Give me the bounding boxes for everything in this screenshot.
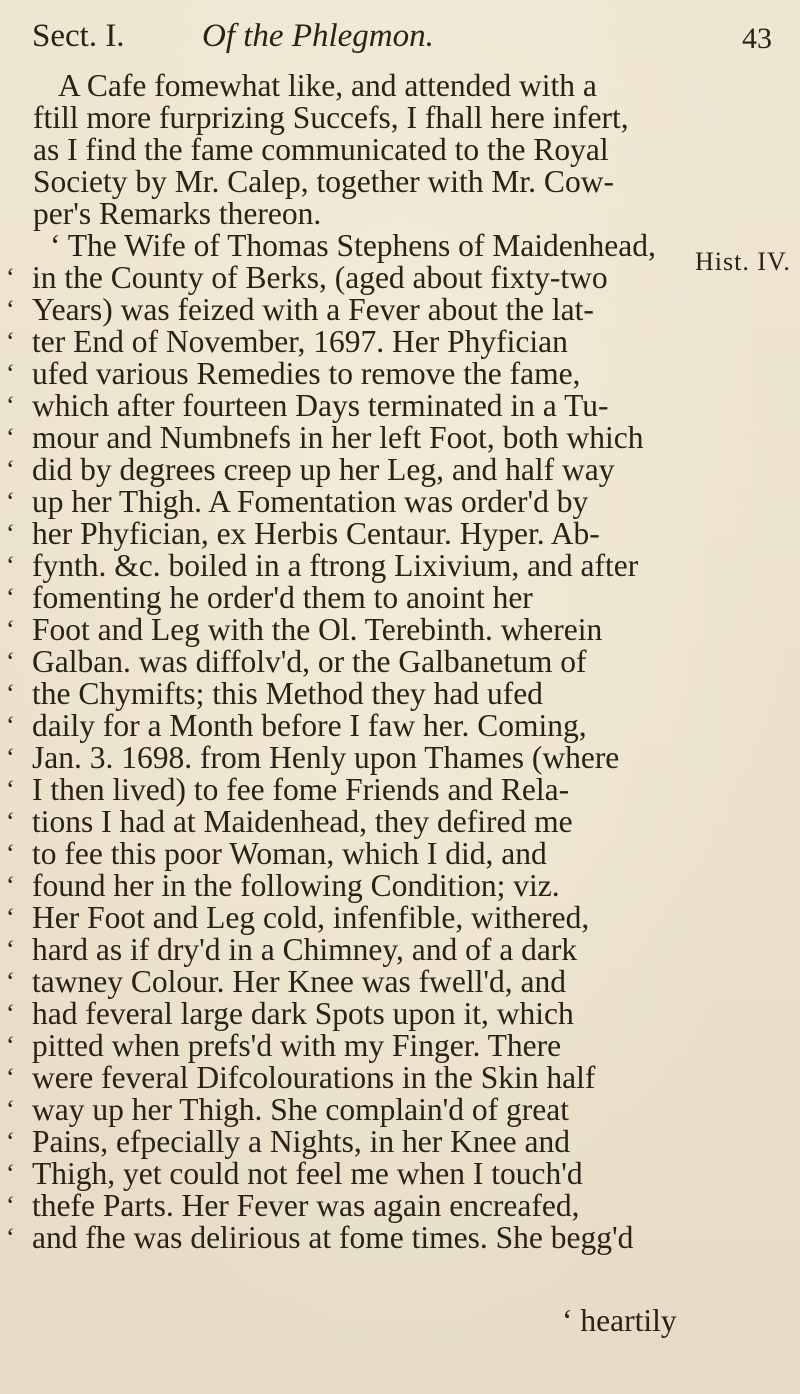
- running-head: [32, 18, 772, 68]
- text-line: Foot and Leg with the Ol. Terebinth. wherein: [32, 612, 603, 647]
- text-line: did by degrees creep up her Leg, and half way: [32, 452, 615, 487]
- catchword: ‘ heartily: [562, 1303, 677, 1338]
- text-line: as I find the fame communicated to the Royal: [33, 132, 609, 167]
- quote-mark: ‘: [6, 455, 15, 484]
- quote-mark: ‘: [6, 487, 15, 516]
- text-line: found her in the following Condition; viz.: [32, 868, 560, 903]
- quote-mark: ‘: [6, 1127, 15, 1156]
- quote-mark: ‘: [6, 679, 15, 708]
- quote-mark: ‘: [6, 775, 15, 804]
- text-line: Galban. was diffolv'd, or the Galbanetum of: [32, 644, 587, 679]
- text-line: Jan. 3. 1698. from Henly upon Thames (where: [32, 740, 620, 775]
- quote-mark: ‘: [6, 327, 15, 356]
- quote-mark: ‘: [6, 615, 15, 644]
- text-line: fynth. &c. boiled in a ftrong Lixivium, and after: [32, 548, 639, 583]
- quote-mark: ‘: [6, 295, 15, 324]
- quote-mark: ‘: [6, 903, 15, 932]
- margin-note: Hist. IV.: [695, 247, 791, 276]
- quote-mark: ‘: [6, 647, 15, 676]
- quote-mark: ‘: [6, 519, 15, 548]
- text-line: A Cafe fomewhat like, and attended with a: [58, 68, 597, 103]
- text-line: Society by Mr. Calep, together with Mr. Cow-: [33, 164, 614, 199]
- text-line: thefe Parts. Her Fever was again encreafed,: [32, 1188, 580, 1223]
- text-line: ufed various Remedies to remove the fame,: [32, 356, 581, 391]
- quote-mark: ‘: [6, 1191, 15, 1220]
- text-line: per's Remarks thereon.: [33, 196, 322, 231]
- text-line: up her Thigh. A Fomentation was order'd by: [32, 484, 589, 519]
- text-line: I then lived) to fee fome Friends and Rela-: [32, 772, 570, 807]
- quote-mark: ‘: [6, 839, 15, 868]
- text-line: pitted when prefs'd with my Finger. There: [32, 1028, 562, 1063]
- quote-mark: ‘: [6, 807, 15, 836]
- quote-mark: ‘: [6, 999, 15, 1028]
- quote-mark: ‘: [6, 743, 15, 772]
- quote-mark: ‘: [6, 551, 15, 580]
- quote-mark: ‘: [6, 1063, 15, 1092]
- text-line: ter End of November, 1697. Her Phyfician: [32, 324, 568, 359]
- text-line: and fhe was delirious at fome times. She begg'd: [32, 1220, 634, 1255]
- quote-mark: ‘: [6, 583, 15, 612]
- text-line: which after fourteen Days terminated in a Tu-: [32, 388, 609, 423]
- text-line: were feveral Difcolourations in the Skin half: [32, 1060, 596, 1095]
- text-line: Her Foot and Leg cold, infenfible, withered,: [32, 900, 590, 935]
- quote-mark: ‘: [6, 967, 15, 996]
- text-line: ‘ The Wife of Thomas Stephens of Maidenhead,: [50, 228, 656, 263]
- text-line: mour and Numbnefs in her left Foot, both which: [32, 420, 644, 455]
- quote-mark: ‘: [6, 935, 15, 964]
- text-line: fomenting he order'd them to anoint her: [32, 580, 533, 615]
- text-line: the Chymifts; this Method they had ufed: [32, 676, 543, 711]
- text-line: tawney Colour. Her Knee was fwell'd, and: [32, 964, 567, 999]
- quote-mark: ‘: [6, 263, 15, 292]
- quote-mark: ‘: [6, 711, 15, 740]
- quote-mark: ‘: [6, 1095, 15, 1124]
- text-line: hard as if dry'd in a Chimney, and of a dark: [32, 932, 578, 967]
- text-line: tions I had at Maidenhead, they defired me: [32, 804, 573, 839]
- text-line: in the County of Berks, (aged about fixty-two: [32, 260, 608, 295]
- quote-mark: ‘: [6, 391, 15, 420]
- section-heading: Sect. I.: [32, 18, 125, 54]
- text-line: her Phyfician, ex Herbis Centaur. Hyper. Ab-: [32, 516, 600, 551]
- text-line: Pains, efpecially a Nights, in her Knee and: [32, 1124, 570, 1159]
- text-line: Years) was feized with a Fever about the lat-: [32, 292, 594, 327]
- quote-mark: ‘: [6, 1223, 15, 1252]
- text-line: to fee this poor Woman, which I did, and: [32, 836, 547, 871]
- text-line: ftill more furprizing Succefs, I fhall here infert,: [33, 100, 629, 135]
- text-line: way up her Thigh. She complain'd of great: [32, 1092, 569, 1127]
- text-line: Thigh, yet could not feel me when I touch'd: [32, 1156, 583, 1191]
- chapter-title: Of the Phlegmon.: [202, 18, 434, 54]
- text-line: had feveral large dark Spots upon it, which: [32, 996, 574, 1031]
- quote-mark: ‘: [6, 423, 15, 452]
- quote-mark: ‘: [6, 1159, 15, 1188]
- quote-mark: ‘: [6, 871, 15, 900]
- quote-mark: ‘: [6, 1031, 15, 1060]
- quote-mark: ‘: [6, 359, 15, 388]
- page-number: 43: [742, 22, 772, 55]
- text-line: daily for a Month before I faw her. Coming,: [32, 708, 587, 743]
